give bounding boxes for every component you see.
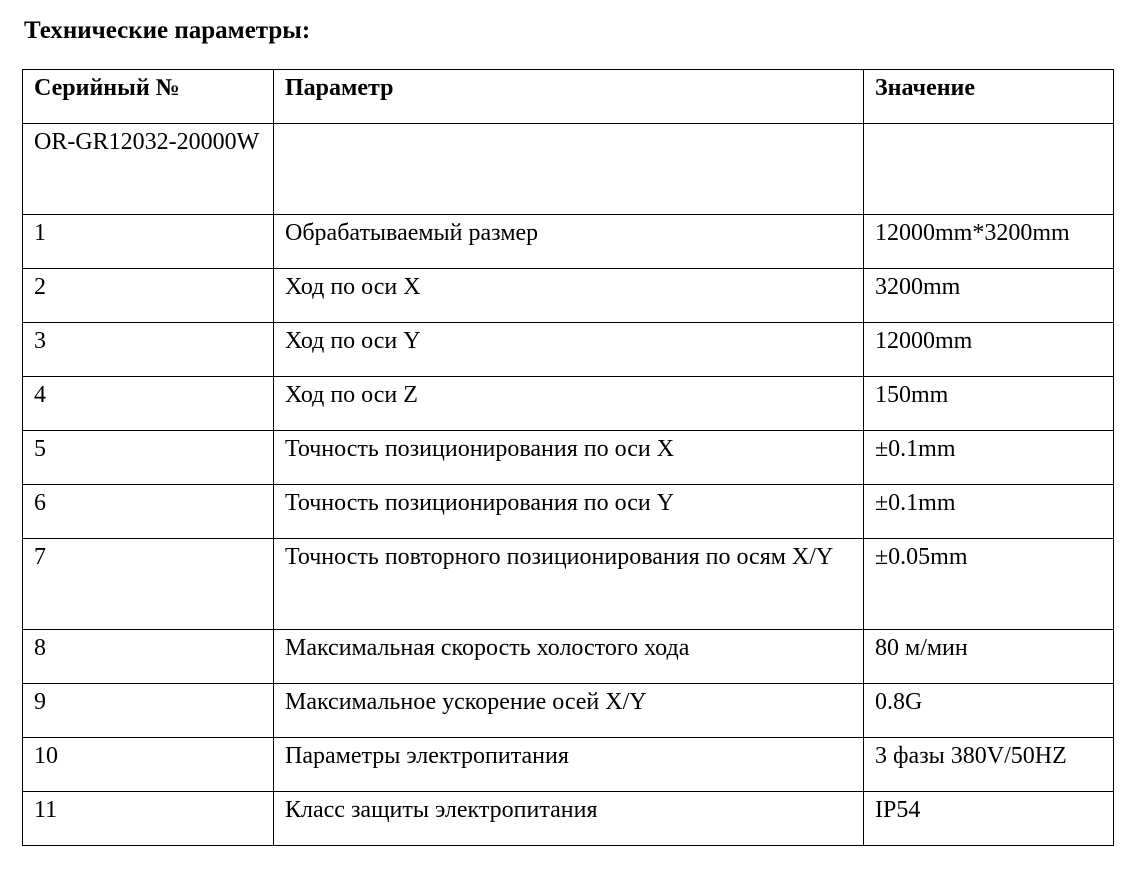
row-number: 3 (23, 323, 274, 377)
row-number: 10 (23, 738, 274, 792)
table-row (23, 323, 1114, 377)
row-value: 3 фазы 380V/50HZ (864, 738, 1114, 792)
table-row (23, 630, 1114, 684)
row-value: ±0.05mm (864, 539, 1114, 630)
row-value: ±0.1mm (864, 485, 1114, 539)
table-header-row (23, 70, 1114, 124)
row-value: 80 м/мин (864, 630, 1114, 684)
row-parameter: Ход по оси Y (274, 323, 864, 377)
row-number: 6 (23, 485, 274, 539)
row-parameter: Обрабатываемый размер (274, 215, 864, 269)
table-row (23, 215, 1114, 269)
model-parameter-cell (274, 124, 864, 215)
row-parameter: Точность позиционирования по оси Y (274, 485, 864, 539)
table-row (23, 377, 1114, 431)
table-row (23, 431, 1114, 485)
model-serial-cell: OR-GR12032-20000W (23, 124, 274, 215)
row-value: 12000mm (864, 323, 1114, 377)
header-parameter: Параметр (274, 70, 864, 124)
row-number: 9 (23, 684, 274, 738)
table-row (23, 269, 1114, 323)
row-value: 150mm (864, 377, 1114, 431)
row-parameter: Точность позиционирования по оси X (274, 431, 864, 485)
row-parameter: Точность повторного позиционирования по осям X/Y (274, 539, 864, 630)
table-row (23, 485, 1114, 539)
row-parameter: Ход по оси X (274, 269, 864, 323)
table-row (23, 738, 1114, 792)
row-value: 0.8G (864, 684, 1114, 738)
row-value: IP54 (864, 792, 1114, 846)
row-number: 7 (23, 539, 274, 630)
row-number: 4 (23, 377, 274, 431)
page-title: Технические параметры: (24, 17, 311, 44)
row-number: 11 (23, 792, 274, 846)
row-value: 12000mm*3200mm (864, 215, 1114, 269)
row-number: 2 (23, 269, 274, 323)
header-value: Значение (864, 70, 1114, 124)
model-row (23, 124, 1114, 215)
row-parameter: Класс защиты электропитания (274, 792, 864, 846)
table-row (23, 539, 1114, 630)
row-parameter: Максимальная скорость холостого хода (274, 630, 864, 684)
spec-table (22, 69, 1114, 846)
row-value: 3200mm (864, 269, 1114, 323)
row-parameter: Ход по оси Z (274, 377, 864, 431)
table-row (23, 684, 1114, 738)
row-parameter: Параметры электропитания (274, 738, 864, 792)
table-row (23, 792, 1114, 846)
row-number: 8 (23, 630, 274, 684)
model-value-cell (864, 124, 1114, 215)
header-serial: Серийный № (23, 70, 274, 124)
row-value: ±0.1mm (864, 431, 1114, 485)
row-parameter: Максимальное ускорение осей X/Y (274, 684, 864, 738)
row-number: 1 (23, 215, 274, 269)
row-number: 5 (23, 431, 274, 485)
